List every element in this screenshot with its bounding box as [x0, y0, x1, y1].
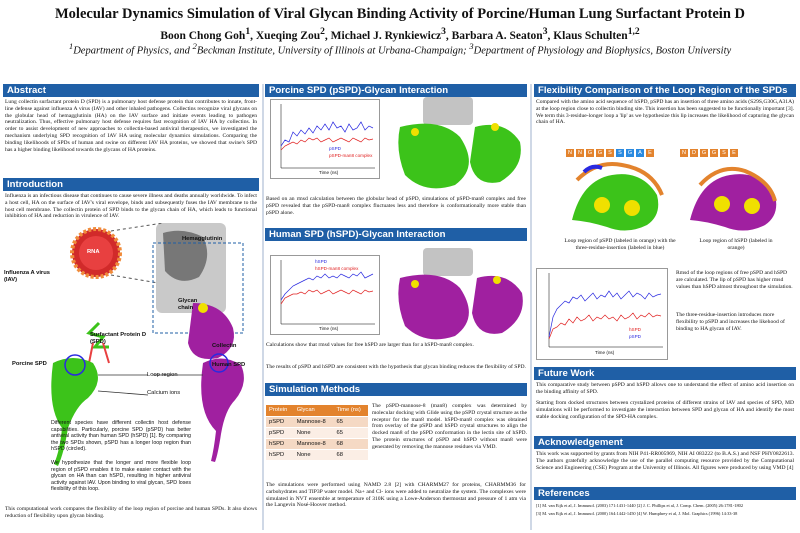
flexibility-header: Flexibility Comparison of the Loop Region of the SPDs — [534, 84, 796, 97]
hspd-man8-series-line — [281, 290, 373, 304]
hspd-text-1: Calculations show that rmsd values for free hSPD are larger than for a hSPD-man8 complex. — [266, 342, 474, 348]
loop-hspd-series-line — [549, 313, 661, 339]
flexibility-text: Compared with the amino acid sequence of hSPD, pSPD has an insertion of three amino acids (S29S,G30G,A31A) at the loop region close to collectin binding site. This insertion has been suggested to be functionally important [3]. We term this 3-residue-longer loop a 'lip' as we hypothesize this lip increases the likelihood of capturing the glycan chain of HA. — [536, 99, 794, 126]
spd-label: Surfactant Protein D (SPD) — [90, 332, 147, 345]
pspd-xlabel: Time (ns) — [319, 170, 339, 175]
pspd-rmsd-plot — [270, 99, 380, 179]
intro-figure-text: Different species have different collectin host defense capabilities. Particularly, porcine SPD (pSPD) has better antiviral activity than human SPD (hSPD) [1]. By comparing the two SPDs shown, pSPD has a longer loop region than hSPD (circled). — [51, 420, 191, 453]
pspd-header: Porcine SPD (pSPD)-Glycan Interaction — [265, 84, 527, 97]
hspd-legend: hSPD — [315, 259, 328, 264]
human-spd-figure — [201, 358, 244, 462]
hspd-header: Human SPD (hSPD)-Glycan Interaction — [265, 228, 527, 241]
table-row: hSPD Mannose-8 68 — [266, 438, 368, 449]
calcium-ions-label: Calcium ions — [147, 390, 181, 396]
rna-label: RNA — [87, 249, 100, 255]
simulation-text-2: The simulations were performed using NAMD 2.8 [2] with CHARMM27 for proteins, CHARMM36 for carbohydrates and TIP3P water model. Na+ and Cl- ions were added to neutralize the system. The complexes were simulated in NVT ensemble at temperature of 310K using a Lowe-Anderson thermostat and pressure of 1 atm via the Langevin Nosé-Hoover method. — [266, 482, 526, 509]
introduction-text: Influenza is an infectious disease that continues to cause severe illness and deaths annually worldwide. To infect a host cell, HA on the surface of IAV's viral envelope, binds and subsequently fuses the IAV membrane to the host cell membrane. The collectin protein of SPD binds to the glycan chain of HA, which leads to functional inhibition of HA and reduction in virulence of IAV. — [5, 193, 257, 220]
hspd-xlabel: Time (ns) — [319, 326, 339, 331]
pspd-structure-image — [385, 97, 525, 192]
abstract-header: Abstract — [3, 84, 259, 97]
human-spd-label: Human SPD — [212, 362, 246, 368]
future-work-header: Future Work — [534, 367, 796, 380]
table-row: hSPD None 68 — [266, 449, 368, 460]
poster-title: Molecular Dynamics Simulation of Viral Glycan Binding Activity of Porcine/Human Lung Surfactant Protein D — [55, 6, 745, 22]
pspd-loop-image — [562, 160, 672, 235]
loop-insertion-text: The three-residue-insertion introduces more flexibility to pSPD and increases the likehood of binding to HA glycan of IAV. — [676, 312, 785, 332]
hspd-rmsd-plot — [270, 255, 380, 335]
hspd-man8-legend: hSPD-man8 complex — [315, 266, 359, 271]
loop-rmsd-text: Rmsd of the loop regions of free pSPD and hSPD are calculated. The lip of pSPD has higher rmsd values than hSPD almost throughout the simulation. — [676, 270, 793, 290]
pspd-series-line — [281, 122, 373, 146]
porcine-spd-label: Porcine SPD — [12, 361, 47, 367]
future-work-text-1: This comparative study between pSPD and hSPD allows one to understand the effect of amino acid insertion on the binding affinity of SPD. — [536, 382, 794, 395]
reference-line: [3] M. van Eijk et al, J. Immunol. (2000) 164:1442-1450 [4] W. Humphrey et al, J. Mol. Graphics (1996) 14:33-38 — [536, 511, 738, 516]
intro-footer-text: This computational work compares the flexibility of the loop region of porcine and human SPDs. It also shows reduction of flexibility upon glycan binding. — [5, 506, 257, 519]
table-row: pSPD Mannose-8 65 — [266, 416, 368, 427]
acknowledgement-text: This work was supported by grants from NIH P41-RR005969, NIH AI 083222 (to B.A.S.) and NSF PHY0822613. The authors gratefully acknowledge the use of the parallel computing resource provided by the Computational Science and Engineering (CSE) Program at the University of Illinois. All figures were produced by using VMD [4] — [536, 451, 794, 471]
abstract-text: Lung collectin surfactant protein D (SPD) is a pulmonary host defense protein that contributes to innate, front-line defense against influenza A virus (IAV) and other inhaled pathogens. Collectins recognize viral glycans on the globular head of hemagglutinin (HA) on the IAV surface and initiate events leading to pathogen neutralization. Thus, effective pulmonary host defense requires fast recognition of IAV HA by collectins. In order to assist development of new approaches to collectin-based antiviral therapeutics, we investigated the mechanism underlying SPD recognition of IAV HA using molecular dynamics simulations. Comparing the binding likelihoods of SPDs of human and swine on different IAV HA proteins, we showed that swine's SPD has a higher binding likelihood towards the glycans of HA proteins. — [5, 99, 257, 153]
hemagglutinin-label: Hemagglutinin — [182, 236, 223, 242]
hspd-loop-caption: Loop region of hSPD (labeled in orange) — [699, 238, 773, 251]
intro-hypothesis-text: We hypothesize that the longer and more flexible loop region of pSPD enables it to make easier contact with the glycan on HA than can hSPD, resulting in higher antiviral activity against IAV. Upon binding to viral glycan, SPD loses flexibility of this loop. — [51, 460, 191, 493]
pspd-loop-caption: Loop region of pSPD (labeled in orange) with the three-residue-insertion (labeled in blue) — [564, 238, 676, 251]
simulation-methods-header: Simulation Methods — [265, 383, 527, 396]
hspd-structure-image — [385, 248, 525, 343]
column-separator — [262, 84, 264, 530]
simulation-table — [266, 405, 368, 460]
introduction-header: Introduction — [3, 178, 259, 191]
pspd-legend: pSPD — [329, 146, 342, 151]
reference-line: [1] M. van Eijk et al, J. Immunol. (2003) 171:1431-1440 [2] J. C. Phillips et al, J. Comp. Chem. (2005) 26:1781-1802 — [536, 503, 744, 508]
hspd-loop-image — [680, 160, 790, 235]
loop-region-label: Loop region — [147, 372, 178, 378]
pspd-man8-series-line — [281, 138, 373, 150]
future-work-text-2: Starting from docked structures between crystalized proteins of different strains of IAV and species of SPD, MD simulations will be performed to investigate the interaction between SPD and glycan of HA and identify the most stable docking configuration of the SPD-HA complex. — [536, 400, 794, 420]
acknowledgement-header: Acknowledgement — [534, 436, 796, 449]
loop-pspd-legend: pSPD — [629, 334, 642, 339]
loop-hspd-legend: hSPD — [629, 327, 642, 332]
pspd-text: Based on an rmsd calculation between the globular head of pSPD, simulations of pSPD-man8 complex and free pSPD revealed that the pSPD-man8 complex fluctuates less and therefore is conformationally more stable than pSPD alone. — [266, 196, 526, 216]
hspd-series-line — [281, 272, 373, 300]
table-row: pSPD None 65 — [266, 427, 368, 438]
hspd-text-2: The results of pSPD and hSPD are consistent with the hypothesis that glycan binding reduces the flexibility of SPD. — [266, 364, 526, 370]
loop-xlabel: Time (ns) — [595, 350, 615, 355]
pspd-man8-legend: pSPD-man8 complex — [329, 153, 373, 158]
references-header: References — [534, 487, 796, 500]
hspd-sequence: N D G G S E — [680, 149, 738, 157]
simulation-table-header: Protein Glycan Time (ns) — [266, 405, 368, 416]
pspd-sequence: N N G G S S G A E — [566, 149, 654, 157]
glycan-chain-label: Glycan chain — [178, 298, 198, 311]
column-separator — [530, 84, 532, 530]
loop-rmsd-plot — [536, 268, 668, 360]
authors: Boon Chong Goh$^1$, Xueqing Zou$^2$, Michael J. Rynkiewicz$^3$, Barbara A. Seaton$^3$, Klaus Schulten$^{1,2}$ — [160, 26, 640, 42]
affiliations: $^1$Department of Physics, and $^2$Beckman Institute, University of Illinois at Urbana-Champaign; $^3$Department of Physiology and Biophysics, Boston University — [68, 41, 732, 57]
simulation-text: The pSPD-mannose-8 (man8) complex was determined by molecular docking with Glide using the pSPD crystal structure as the receptor for the man8 model. hSPD-man8 complex was obtained from overlay of the pSPD and hSPD crystal structures to align the docked man8 of the pSPD conformation in the lectin site of hSPD. The protein structures of pSPD and hSPD without man8 were generated by removing the mannose residues via VMD. — [372, 403, 527, 450]
influenza-virus-label: Influenza A virus (IAV) — [4, 270, 50, 283]
loop-pspd-series-line — [549, 291, 661, 337]
collectin-label: Collectin — [212, 343, 237, 349]
